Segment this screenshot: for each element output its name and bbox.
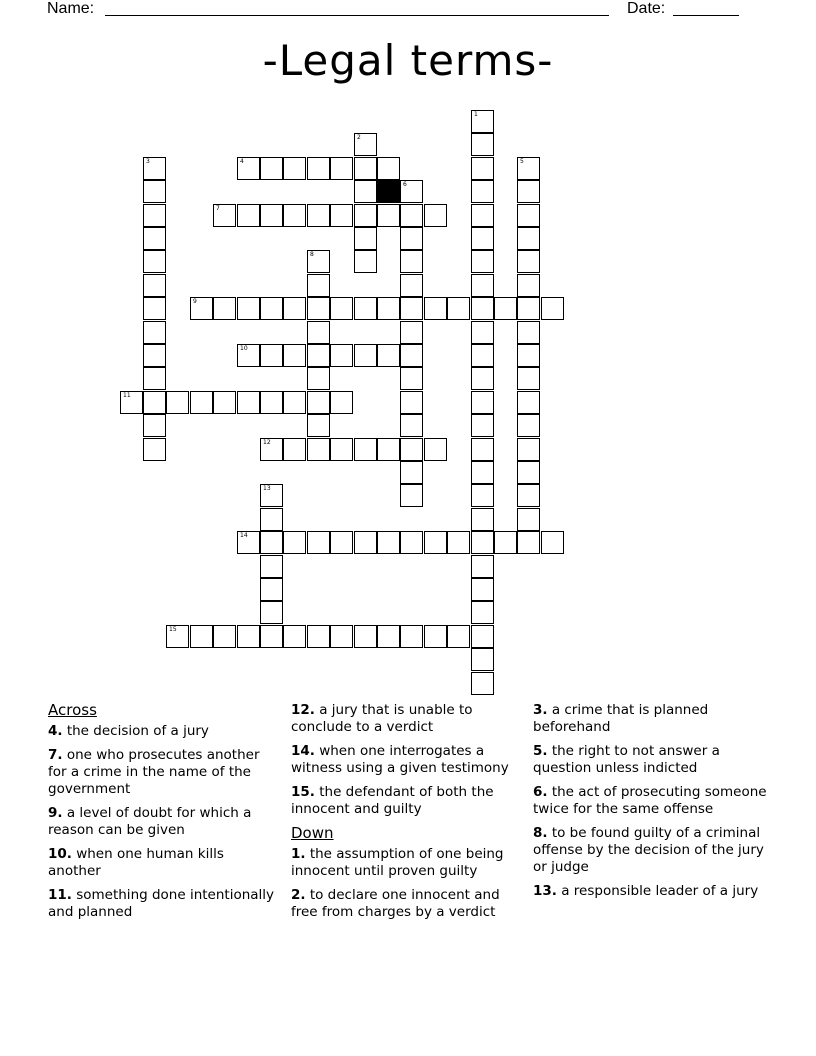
clue-text: a level of doubt for which a reason can be given xyxy=(48,805,252,838)
grid-cell[interactable] xyxy=(120,391,143,414)
grid-cell[interactable] xyxy=(471,180,494,203)
grid-cell[interactable] xyxy=(517,180,540,203)
grid-cell[interactable] xyxy=(471,133,494,156)
clue-number: 6. xyxy=(533,784,548,800)
clue-number: 3 xyxy=(146,158,150,165)
grid-cell[interactable] xyxy=(213,391,236,414)
clue-number: 2 xyxy=(357,134,361,141)
clue-text: a jury that is unable to conclude to a verdict xyxy=(291,702,473,735)
grid-cell[interactable] xyxy=(377,157,400,180)
clue xyxy=(533,883,773,900)
clue xyxy=(533,702,773,736)
grid-cell[interactable] xyxy=(471,508,494,531)
grid-cell[interactable] xyxy=(517,391,540,414)
clue xyxy=(291,887,523,921)
grid-cell[interactable] xyxy=(237,204,260,227)
grid-cell[interactable] xyxy=(166,625,189,648)
grid-cell[interactable] xyxy=(260,438,283,461)
grid-cell[interactable] xyxy=(307,250,330,273)
grid-cell[interactable] xyxy=(517,414,540,437)
grid-cell[interactable] xyxy=(190,391,213,414)
grid-cell[interactable] xyxy=(400,438,423,461)
clue xyxy=(291,784,523,818)
grid-cell[interactable] xyxy=(471,672,494,695)
grid-cell[interactable] xyxy=(330,204,353,227)
grid-cell[interactable] xyxy=(377,625,400,648)
grid-cell[interactable] xyxy=(354,250,377,273)
grid-cell[interactable] xyxy=(260,601,283,624)
grid-cell[interactable] xyxy=(400,227,423,250)
clue-text: the decision of a jury xyxy=(62,723,209,739)
grid-cell[interactable] xyxy=(330,297,353,320)
grid-cell[interactable] xyxy=(424,438,447,461)
grid-cell[interactable] xyxy=(424,297,447,320)
grid-cell[interactable] xyxy=(517,297,540,320)
clue-number: 5 xyxy=(520,158,524,165)
clue xyxy=(291,743,523,777)
grid-cell[interactable] xyxy=(517,227,540,250)
clue xyxy=(533,743,773,777)
clue-number: 6 xyxy=(403,181,407,188)
grid-cell[interactable] xyxy=(471,227,494,250)
grid-cell[interactable] xyxy=(307,367,330,390)
grid-cell[interactable] xyxy=(517,157,540,180)
clue-number: 4. xyxy=(48,723,63,739)
puzzle-title: -Legal terms- xyxy=(262,36,554,85)
clue-number: 1 xyxy=(474,111,478,118)
grid-cell[interactable] xyxy=(354,297,377,320)
clue xyxy=(291,846,523,880)
grid-cell[interactable] xyxy=(143,274,166,297)
clue-number: 11. xyxy=(48,887,72,903)
clue xyxy=(48,887,278,921)
grid-cell[interactable] xyxy=(471,297,494,320)
clue xyxy=(48,723,278,740)
grid-cell[interactable] xyxy=(471,367,494,390)
clue-number: 7. xyxy=(48,747,63,763)
grid-cell[interactable] xyxy=(143,297,166,320)
grid-cell[interactable] xyxy=(400,484,423,507)
clue-text: a crime that is planned beforehand xyxy=(533,702,709,735)
grid-cell[interactable] xyxy=(260,625,283,648)
clue xyxy=(291,702,523,736)
clue xyxy=(48,747,278,798)
clue-number: 4 xyxy=(240,158,244,165)
grid-cell[interactable] xyxy=(143,204,166,227)
grid-cell[interactable] xyxy=(143,438,166,461)
grid-cell[interactable] xyxy=(471,274,494,297)
grid-cell[interactable] xyxy=(400,625,423,648)
grid-cell[interactable] xyxy=(237,391,260,414)
grid-cell[interactable] xyxy=(307,414,330,437)
grid-cell[interactable] xyxy=(260,484,283,507)
grid-cell[interactable] xyxy=(283,625,306,648)
grid-cell[interactable] xyxy=(471,321,494,344)
grid-cell[interactable] xyxy=(330,625,353,648)
grid-cell[interactable] xyxy=(424,204,447,227)
grid-cell[interactable] xyxy=(517,250,540,273)
grid-cell[interactable] xyxy=(260,297,283,320)
grid-cell[interactable] xyxy=(307,204,330,227)
grid-cell[interactable] xyxy=(260,578,283,601)
clue-number: 10. xyxy=(48,846,72,862)
clue-number: 14. xyxy=(291,743,315,759)
clue-number: 5. xyxy=(533,743,548,759)
grid-cell[interactable] xyxy=(400,344,423,367)
clue-number: 7 xyxy=(216,205,220,212)
grid-cell[interactable] xyxy=(190,625,213,648)
grid-cell[interactable] xyxy=(471,157,494,180)
grid-cell[interactable] xyxy=(400,414,423,437)
grid-cell[interactable] xyxy=(354,344,377,367)
grid-cell[interactable] xyxy=(237,157,260,180)
grid-cell[interactable] xyxy=(213,297,236,320)
grid-cell[interactable] xyxy=(260,555,283,578)
grid-cell[interactable] xyxy=(400,321,423,344)
clue-text: something done intentionally and planned xyxy=(48,887,275,920)
grid-cell[interactable] xyxy=(471,204,494,227)
grid-cell[interactable] xyxy=(517,274,540,297)
grid-cell[interactable] xyxy=(143,367,166,390)
across-heading: Across xyxy=(48,701,97,719)
clue-number: 15. xyxy=(291,784,315,800)
grid-cell[interactable] xyxy=(260,508,283,531)
grid-cell[interactable] xyxy=(283,391,306,414)
clue-number: 14 xyxy=(240,532,248,539)
grid-cell[interactable] xyxy=(283,344,306,367)
grid-cell[interactable] xyxy=(377,344,400,367)
clue-number: 1. xyxy=(291,846,306,862)
grid-cell[interactable] xyxy=(307,157,330,180)
grid-cell[interactable] xyxy=(330,344,353,367)
grid-cell[interactable] xyxy=(471,555,494,578)
grid-cell[interactable] xyxy=(400,297,423,320)
grid-cell[interactable] xyxy=(307,438,330,461)
grid-cell[interactable] xyxy=(354,157,377,180)
clue-number: 8. xyxy=(533,825,548,841)
grid-cell[interactable] xyxy=(307,274,330,297)
grid-cell[interactable] xyxy=(471,250,494,273)
grid-cell[interactable] xyxy=(283,204,306,227)
grid-cell[interactable] xyxy=(260,391,283,414)
grid-cell[interactable] xyxy=(330,438,353,461)
grid-cell[interactable] xyxy=(471,625,494,648)
grid-cell[interactable] xyxy=(447,625,470,648)
grid-cell[interactable] xyxy=(447,297,470,320)
grid-cell[interactable] xyxy=(260,204,283,227)
grid-cell[interactable] xyxy=(377,531,400,554)
grid-cell[interactable] xyxy=(354,204,377,227)
clues-column-1 xyxy=(48,702,278,928)
clue-number: 12 xyxy=(263,439,271,446)
grid-cell[interactable] xyxy=(471,344,494,367)
grid-cell[interactable] xyxy=(377,204,400,227)
grid-cell[interactable] xyxy=(471,531,494,554)
grid-cell[interactable] xyxy=(143,250,166,273)
down-heading: Down xyxy=(291,824,334,842)
grid-cell[interactable] xyxy=(494,297,517,320)
grid-cell[interactable] xyxy=(143,157,166,180)
grid-cell[interactable] xyxy=(354,180,377,203)
grid-cell[interactable] xyxy=(354,625,377,648)
grid-cell[interactable] xyxy=(307,391,330,414)
grid-cell[interactable] xyxy=(471,648,494,671)
grid-cell[interactable] xyxy=(541,297,564,320)
grid-cell[interactable] xyxy=(143,344,166,367)
clue-text: the assumption of one being innocent until proven guilty xyxy=(291,846,504,879)
grid-cell[interactable] xyxy=(494,531,517,554)
clue-number: 8 xyxy=(310,251,314,258)
grid-cell[interactable] xyxy=(307,297,330,320)
grid-cell[interactable] xyxy=(400,204,423,227)
clue-number: 9. xyxy=(48,805,63,821)
grid-cell[interactable] xyxy=(447,531,470,554)
grid-cell[interactable] xyxy=(400,367,423,390)
grid-cell[interactable] xyxy=(283,531,306,554)
grid-cell[interactable] xyxy=(471,484,494,507)
grid-cell[interactable] xyxy=(143,391,166,414)
grid-cell[interactable] xyxy=(400,461,423,484)
grid-cell[interactable] xyxy=(283,297,306,320)
grid-cell[interactable] xyxy=(517,204,540,227)
grid-cell[interactable] xyxy=(307,531,330,554)
grid-cell[interactable] xyxy=(471,438,494,461)
grid-cell[interactable] xyxy=(471,461,494,484)
clue-number: 11 xyxy=(123,392,131,399)
grid-cell[interactable] xyxy=(330,157,353,180)
clue-number: 15 xyxy=(169,626,177,633)
grid-cell[interactable] xyxy=(213,204,236,227)
clue-number: 13. xyxy=(533,883,557,899)
grid-cell[interactable] xyxy=(143,180,166,203)
grid-cell[interactable] xyxy=(283,157,306,180)
grid-cell[interactable] xyxy=(237,531,260,554)
grid-cell[interactable] xyxy=(517,461,540,484)
grid-cell[interactable] xyxy=(166,391,189,414)
grid-cell[interactable] xyxy=(471,110,494,133)
grid-cell[interactable] xyxy=(377,438,400,461)
clue-number: 12. xyxy=(291,702,315,718)
grid-cell[interactable] xyxy=(541,531,564,554)
clue-text: the act of prosecuting someone twice for the same offense xyxy=(533,784,767,817)
grid-cell[interactable] xyxy=(307,344,330,367)
grid-cell[interactable] xyxy=(237,344,260,367)
clues-column-3 xyxy=(533,702,773,907)
grid-cell[interactable] xyxy=(283,438,306,461)
clue xyxy=(533,825,773,876)
grid-cell[interactable] xyxy=(330,391,353,414)
grid-cell[interactable] xyxy=(471,414,494,437)
clue-text: the defendant of both the innocent and guilty xyxy=(291,784,494,817)
grid-cell[interactable] xyxy=(237,625,260,648)
clue-text: when one human kills another xyxy=(48,846,224,879)
grid-cell[interactable] xyxy=(260,157,283,180)
grid-cell[interactable] xyxy=(517,484,540,507)
grid-cell[interactable] xyxy=(424,531,447,554)
grid-cell[interactable] xyxy=(354,227,377,250)
grid-cell[interactable] xyxy=(400,391,423,414)
grid-cell[interactable] xyxy=(400,250,423,273)
clue-text: to declare one innocent and free from charges by a verdict xyxy=(291,887,500,920)
grid-cell[interactable] xyxy=(354,438,377,461)
grid-cell[interactable] xyxy=(471,391,494,414)
clue-text: when one interrogates a witness using a given testimony xyxy=(291,743,509,776)
grid-cell[interactable] xyxy=(400,274,423,297)
grid-cell[interactable] xyxy=(471,578,494,601)
date-label: Date: xyxy=(627,0,666,17)
clue xyxy=(533,784,773,818)
clue-number: 9 xyxy=(193,298,197,305)
grid-cell[interactable] xyxy=(354,133,377,156)
grid-cell[interactable] xyxy=(517,531,540,554)
grid-cell[interactable] xyxy=(213,625,236,648)
grid-cell[interactable] xyxy=(517,508,540,531)
grid-cell[interactable] xyxy=(517,367,540,390)
grid-cell[interactable] xyxy=(424,625,447,648)
grid-cell[interactable] xyxy=(260,531,283,554)
grid-cell[interactable] xyxy=(471,601,494,624)
grid-cell[interactable] xyxy=(330,531,353,554)
grid-cell[interactable] xyxy=(307,321,330,344)
grid-cell[interactable] xyxy=(307,625,330,648)
grid-cell[interactable] xyxy=(400,180,423,203)
grid-cell[interactable] xyxy=(237,297,260,320)
clue-number: 13 xyxy=(263,485,271,492)
black-cell xyxy=(377,180,400,203)
clue xyxy=(48,846,278,880)
clue-number: 2. xyxy=(291,887,306,903)
clue-text: one who prosecutes another for a crime in the name of the government xyxy=(48,747,260,797)
clue-text: to be found guilty of a criminal offense by the decision of the jury or judge xyxy=(533,825,764,875)
clue xyxy=(48,805,278,839)
clue-text: the right to not answer a question unless indicted xyxy=(533,743,720,776)
clue-number: 10 xyxy=(240,345,248,352)
grid-cell[interactable] xyxy=(517,344,540,367)
grid-cell[interactable] xyxy=(377,297,400,320)
grid-cell[interactable] xyxy=(143,321,166,344)
grid-cell[interactable] xyxy=(354,531,377,554)
grid-cell[interactable] xyxy=(143,227,166,250)
clue-number: 3. xyxy=(533,702,548,718)
name-label: Name: xyxy=(47,0,95,17)
grid-cell[interactable] xyxy=(400,531,423,554)
clues-column-2 xyxy=(291,702,523,928)
clue-text: a responsible leader of a jury xyxy=(556,883,759,899)
grid-cell[interactable] xyxy=(517,321,540,344)
grid-cell[interactable] xyxy=(517,438,540,461)
grid-cell[interactable] xyxy=(260,344,283,367)
grid-cell[interactable] xyxy=(190,297,213,320)
grid-cell[interactable] xyxy=(143,414,166,437)
